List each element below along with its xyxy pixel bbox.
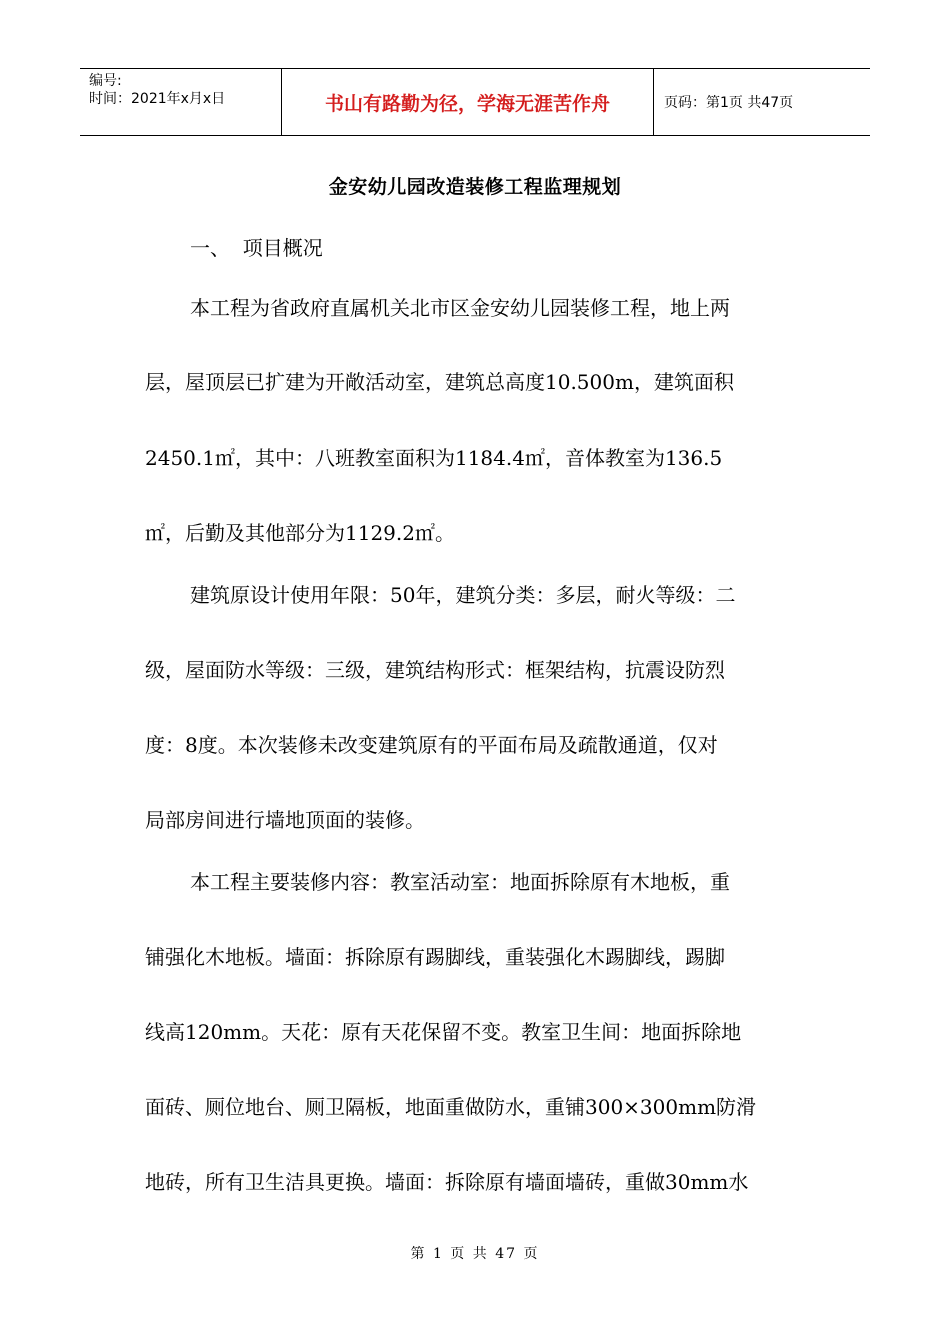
paragraph-line: 度：8度。本次装修未改变建筑原有的平面布局及疏散通道，仅对 <box>145 733 718 757</box>
page-footer: 第 1 页 共 47 页 <box>410 1246 540 1262</box>
document-title: 金安幼儿园改造装修工程监理规划 <box>328 176 622 198</box>
paragraph-line: ㎡，后勤及其他部分为1129.2㎡。 <box>145 521 455 545</box>
document-date-label: 时间：2021年x月x日 <box>89 91 226 107</box>
paragraph-line: 级，屋面防水等级：三级，建筑结构形式：框架结构，抗震设防烈 <box>145 658 725 682</box>
paragraph-line: 线高120mm。天花：原有天花保留不变。教室卫生间：地面拆除地 <box>145 1020 742 1044</box>
paragraph-line: 本工程为省政府直属机关北市区金安幼儿园装修工程，地上两 <box>190 296 730 320</box>
header-meta-cell <box>80 69 281 135</box>
header-page-cell <box>654 69 870 135</box>
paragraph-line: 层，屋顶层已扩建为开敞活动室，建筑总高度10.500m，建筑面积 <box>145 370 734 394</box>
header-page-info: 页码：第1页 共47页 <box>664 95 794 111</box>
paragraph-line: 铺强化木地板。墙面：拆除原有踢脚线，重装强化木踢脚线，踢脚 <box>145 945 725 969</box>
paragraph-line: 本工程主要装修内容：教室活动室：地面拆除原有木地板，重 <box>190 870 730 894</box>
paragraph-line: 建筑原设计使用年限：50年，建筑分类：多层，耐火等级：二 <box>190 583 736 607</box>
paragraph-line: 地砖，所有卫生洁具更换。墙面：拆除原有墙面墙砖，重做30mm水 <box>145 1170 749 1194</box>
section-heading: 一、 项目概况 <box>190 236 323 260</box>
page-header <box>80 68 870 136</box>
document-number-label: 编号: <box>89 73 122 89</box>
header-motto: 书山有路勤为径，学海无涯苦作舟 <box>324 93 610 115</box>
header-motto-cell <box>281 69 654 135</box>
paragraph-line: 面砖、厕位地台、厕卫隔板，地面重做防水，重铺300×300mm防滑 <box>145 1095 757 1119</box>
paragraph-line: 局部房间进行墙地顶面的装修。 <box>145 808 425 832</box>
paragraph-line: 2450.1㎡，其中：八班教室面积为1184.4㎡，音体教室为136.5 <box>145 446 723 470</box>
